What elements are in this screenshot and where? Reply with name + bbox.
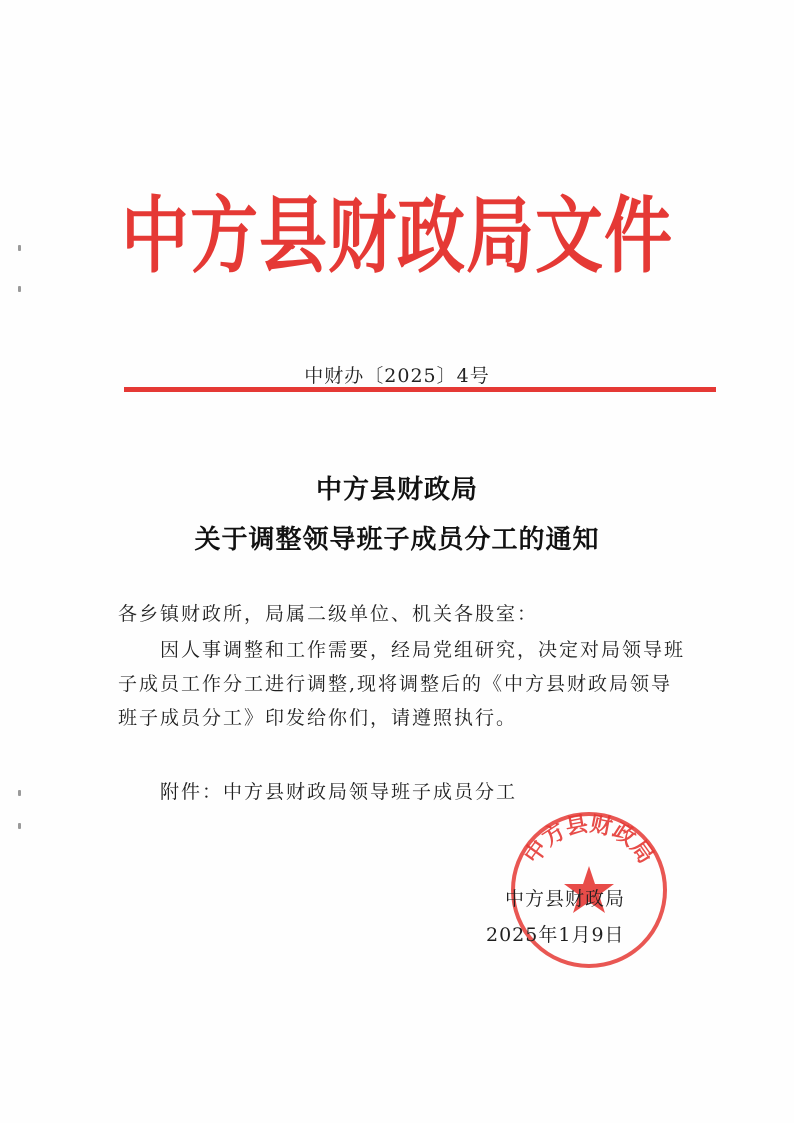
scan-mark — [18, 823, 21, 829]
document-number: 中财办〔2025〕4号 — [304, 365, 490, 387]
scan-mark — [18, 245, 21, 251]
notice-title-line-2: 关于调整领导班子成员分工的通知 — [194, 525, 600, 555]
scan-mark — [18, 790, 21, 796]
seal-arc-text: 中方县财政局 — [519, 810, 659, 869]
signing-organization: 中方县财政局 — [505, 888, 626, 910]
body-paragraph: 因人事调整和工作需要，经局党组研究，决定对局领导班子成员工作分工进行调整,现将调整后的《中方县财政局领导班子成员分工》印发给你们，请遵照执行。 — [118, 639, 686, 729]
red-header-title: 中方县财政局文件 — [120, 187, 673, 286]
red-divider-line — [124, 387, 716, 392]
signing-date: 2025年1月9日 — [486, 924, 625, 946]
salutation: 各乡镇财政所，局属二级单位、机关各股室： — [118, 603, 539, 625]
scan-mark — [18, 286, 21, 292]
attachment-line: 附件：中方县财政局领导班子成员分工 — [160, 781, 518, 803]
svg-text:中方县财政局 — [519, 811, 659, 868]
notice-title-line-1: 中方县财政局 — [315, 475, 478, 505]
